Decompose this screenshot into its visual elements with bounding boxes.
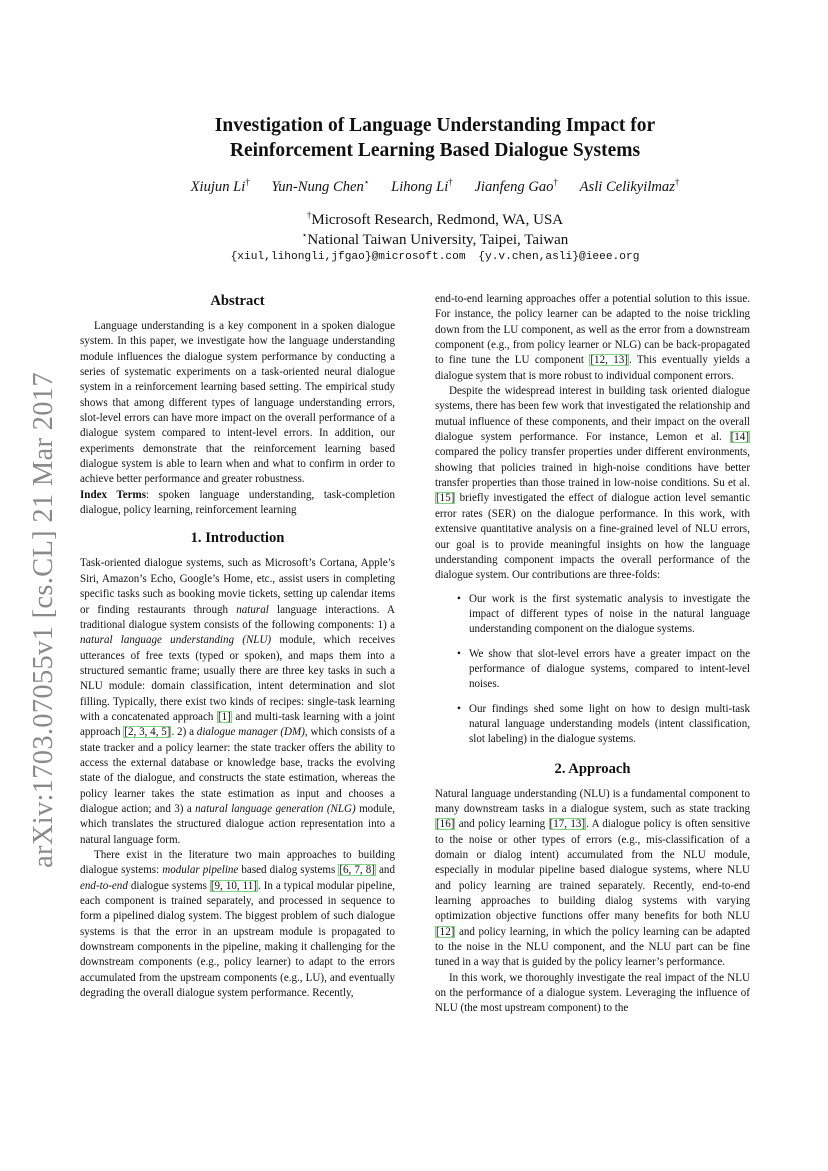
title-line-1: Investigation of Language Understanding Impact for xyxy=(214,115,656,136)
list-item: • Our work is the first systematic analysis to investigate the impact of different types of noise in the natural language understanding component on the dialogue systems. xyxy=(469,592,750,638)
citation-link[interactable]: [16] xyxy=(436,818,455,831)
intro-paragraph-4: Despite the widespread interest in building task oriented dialogue systems, there has been few work that investigated the relationship and mutual influence of these components, and their impact on the overall dialogue system performance. For instance, Lemon et al. [14] compared the policy transfer properties under different environments, showing that policies trained in high-noise conditions have better transfer properties than those trained in low-noise conditions. Su et al. [15] briefly investigated the effect of dialogue action level semantic error rates (SER) on the dialogue performance. In this work, with extensive quantitative analysis on a fine-grained level of NLU errors, our goal is to provide meaningful insights on how the language understanding component impacts the overall performance of the dialogue system. Our contributions are three-folds: xyxy=(435,385,750,582)
list-item: • We show that slot-level errors have a greater impact on the performance of dialogue systems, compared to intent-level noises. xyxy=(469,647,750,693)
approach-heading: 2. Approach xyxy=(554,760,631,777)
arxiv-identifier xyxy=(22,360,66,880)
left-column xyxy=(80,292,395,1001)
approach-paragraph-1: Natural language understanding (NLU) is a fundamental component to many downstream tasks in a dialogue system, such as state tracking [16] and policy learning [17, 13]. A dialogue policy is often sensitive to the noise or other types of errors (e.g., mis-classification of a domain or dialog intent) accumulated from the NLU module, especially in modular pipeline based dialogue systems, where NLU and policy learning are trained separately. Recently, end-to-end learning approaches to building dialog systems with varying optimization objective functions offer many benefits for both NLU [12] and policy learning, in which the policy learning can be adapted to the noise in the NLU component, and the NLU part can be fine tuned in a way that is guided by the policy learner’s performance. xyxy=(435,787,750,969)
author: Asli Celikyilmaz† xyxy=(579,177,680,195)
citation-link[interactable]: [17, 13] xyxy=(549,818,586,831)
author: Yun-Nung Chen⋆ xyxy=(271,177,370,195)
author: Xiujun Li† xyxy=(190,177,250,195)
citation-link[interactable]: [2, 3, 4, 5] xyxy=(124,726,171,739)
arxiv-identifier-text: arXiv:1703.07055v1 [cs.CL] 21 Mar 2017 xyxy=(28,372,59,868)
citation-link[interactable]: [12] xyxy=(436,925,455,938)
author-emails xyxy=(110,251,760,263)
abstract-text: Language understanding is a key component in a spoken dialogue system. In this paper, we investigate how the language understanding module influences the dialogue system performance by conducting a series of systematic experiments on a task-oriented neural dialogue system in a reinforcement learning based setting. The empirical study shows that among different types of language understanding errors, slot-level errors can have more impact on the overall performance of a dialogue system compared to intent-level errors. In addition, our experiments demonstrate that the reinforcement learning based dialogue system is able to learn when and what to confirm in order to achieve better performance and greater robustness. xyxy=(80,320,395,486)
contributions-list xyxy=(435,592,750,748)
abstract-heading: Abstract xyxy=(210,293,265,309)
citation-link[interactable]: [9, 10, 11] xyxy=(210,879,257,892)
citation-link[interactable]: [6, 7, 8] xyxy=(339,864,375,877)
right-column xyxy=(435,292,750,1017)
introduction-heading: 1. Introduction xyxy=(190,530,285,547)
intro-paragraph-2: There exist in the literature two main approaches to building dialogue systems: modular pipeline based dialog systems [6, 7, 8] and end-to-end dialogue systems [9, 10, 11]. In a typical modular pipeline, each component is trained separately, and processed in sequence to form a pipelined dialog system. The biggest problem of such dialogue systems is that the error in an upstream module is propagated to downstream components in the pipeline, making it challenging for the downstream components (e.g., policy learner) to adapt to the errors accumulated from the upstream components (e.g., LU), and eventually degrading the overall dialogue system performance. Recently, xyxy=(80,849,395,1000)
intro-paragraph-1: Task-oriented dialogue systems, such as Microsoft’s Cortana, Apple’s Siri, Amazon’s Echo, Google’s Home, etc., assist users in completing specific tasks such as booking movie tickets, setting up calendar items or finding restaurants through natural language interactions. A traditional dialogue system consists of the following components: 1) a natural language understanding (NLU) module, which receives utterances of free texts (typed or spoken), and maps them into a structured semantic frame; usually there are three key tasks in such a NLU module: domain classification, intent determination and slot filling. Typically, there exist two kinds of recipes: single-task learning with a concatenated approach [1] and multi-task learning with a joint approach [2, 3, 4, 5]. 2) a dialogue manager (DM), which consists of a state tracker and a policy learner: the state tracker offers the ability to access the external database or knowledge base, tracks the evolving state of the dialogue, and constructs the state estimation, whereas the policy learner takes the state estimation as input and chooses a dialogue action; and 3) a natural language generation (NLG) module, which translates the structured dialogue action representation into a natural language form. xyxy=(80,557,396,846)
list-item: • Our findings shed some light on how to design multi-task natural language understanding models (intent classification, slot labeling) in the dialogue systems. xyxy=(469,702,750,748)
citation-link[interactable]: [1] xyxy=(217,710,231,723)
citation-link[interactable]: [15] xyxy=(436,492,455,505)
author: Jianfeng Gao† xyxy=(474,177,558,195)
title-line-2: Reinforcement Learning Based Dialogue Systems xyxy=(229,140,641,161)
paper-title xyxy=(120,113,750,163)
intro-paragraph-3: end-to-end learning approaches offer a potential solution to this issue. For instance, the policy learner can be adapted to the noise trickling down from the LU component, as well as the error from a downstream component (e.g., from policy learner or NLG) can be back-propagated to fine tune the LU component [12, 13]. This eventually yields a dialogue system that is more robust to individual component errors. xyxy=(435,293,750,382)
affiliation: ⋆National Taiwan University, Taipei, Taiwan xyxy=(301,230,569,248)
email: {y.v.chen,asli}@ieee.org xyxy=(478,251,640,263)
affiliation: †Microsoft Research, Redmond, WA, USA xyxy=(306,210,564,228)
citation-link[interactable]: [14] xyxy=(730,431,749,444)
index-terms: Index Terms: spoken language understanding, task-completion dialogue, policy learning, reinforcement learning xyxy=(80,488,395,517)
email: {xiul,lihongli,jfgao}@microsoft.com xyxy=(230,251,466,263)
author-list xyxy=(110,177,760,196)
approach-paragraph-2: In this work, we thoroughly investigate the real impact of the NLU on the performance of a dialogue system. Leveraging the influence of NLU (the most upstream component) to the xyxy=(435,971,750,1015)
author: Lihong Li† xyxy=(391,177,453,195)
citation-link[interactable]: [12, 13] xyxy=(590,354,628,367)
